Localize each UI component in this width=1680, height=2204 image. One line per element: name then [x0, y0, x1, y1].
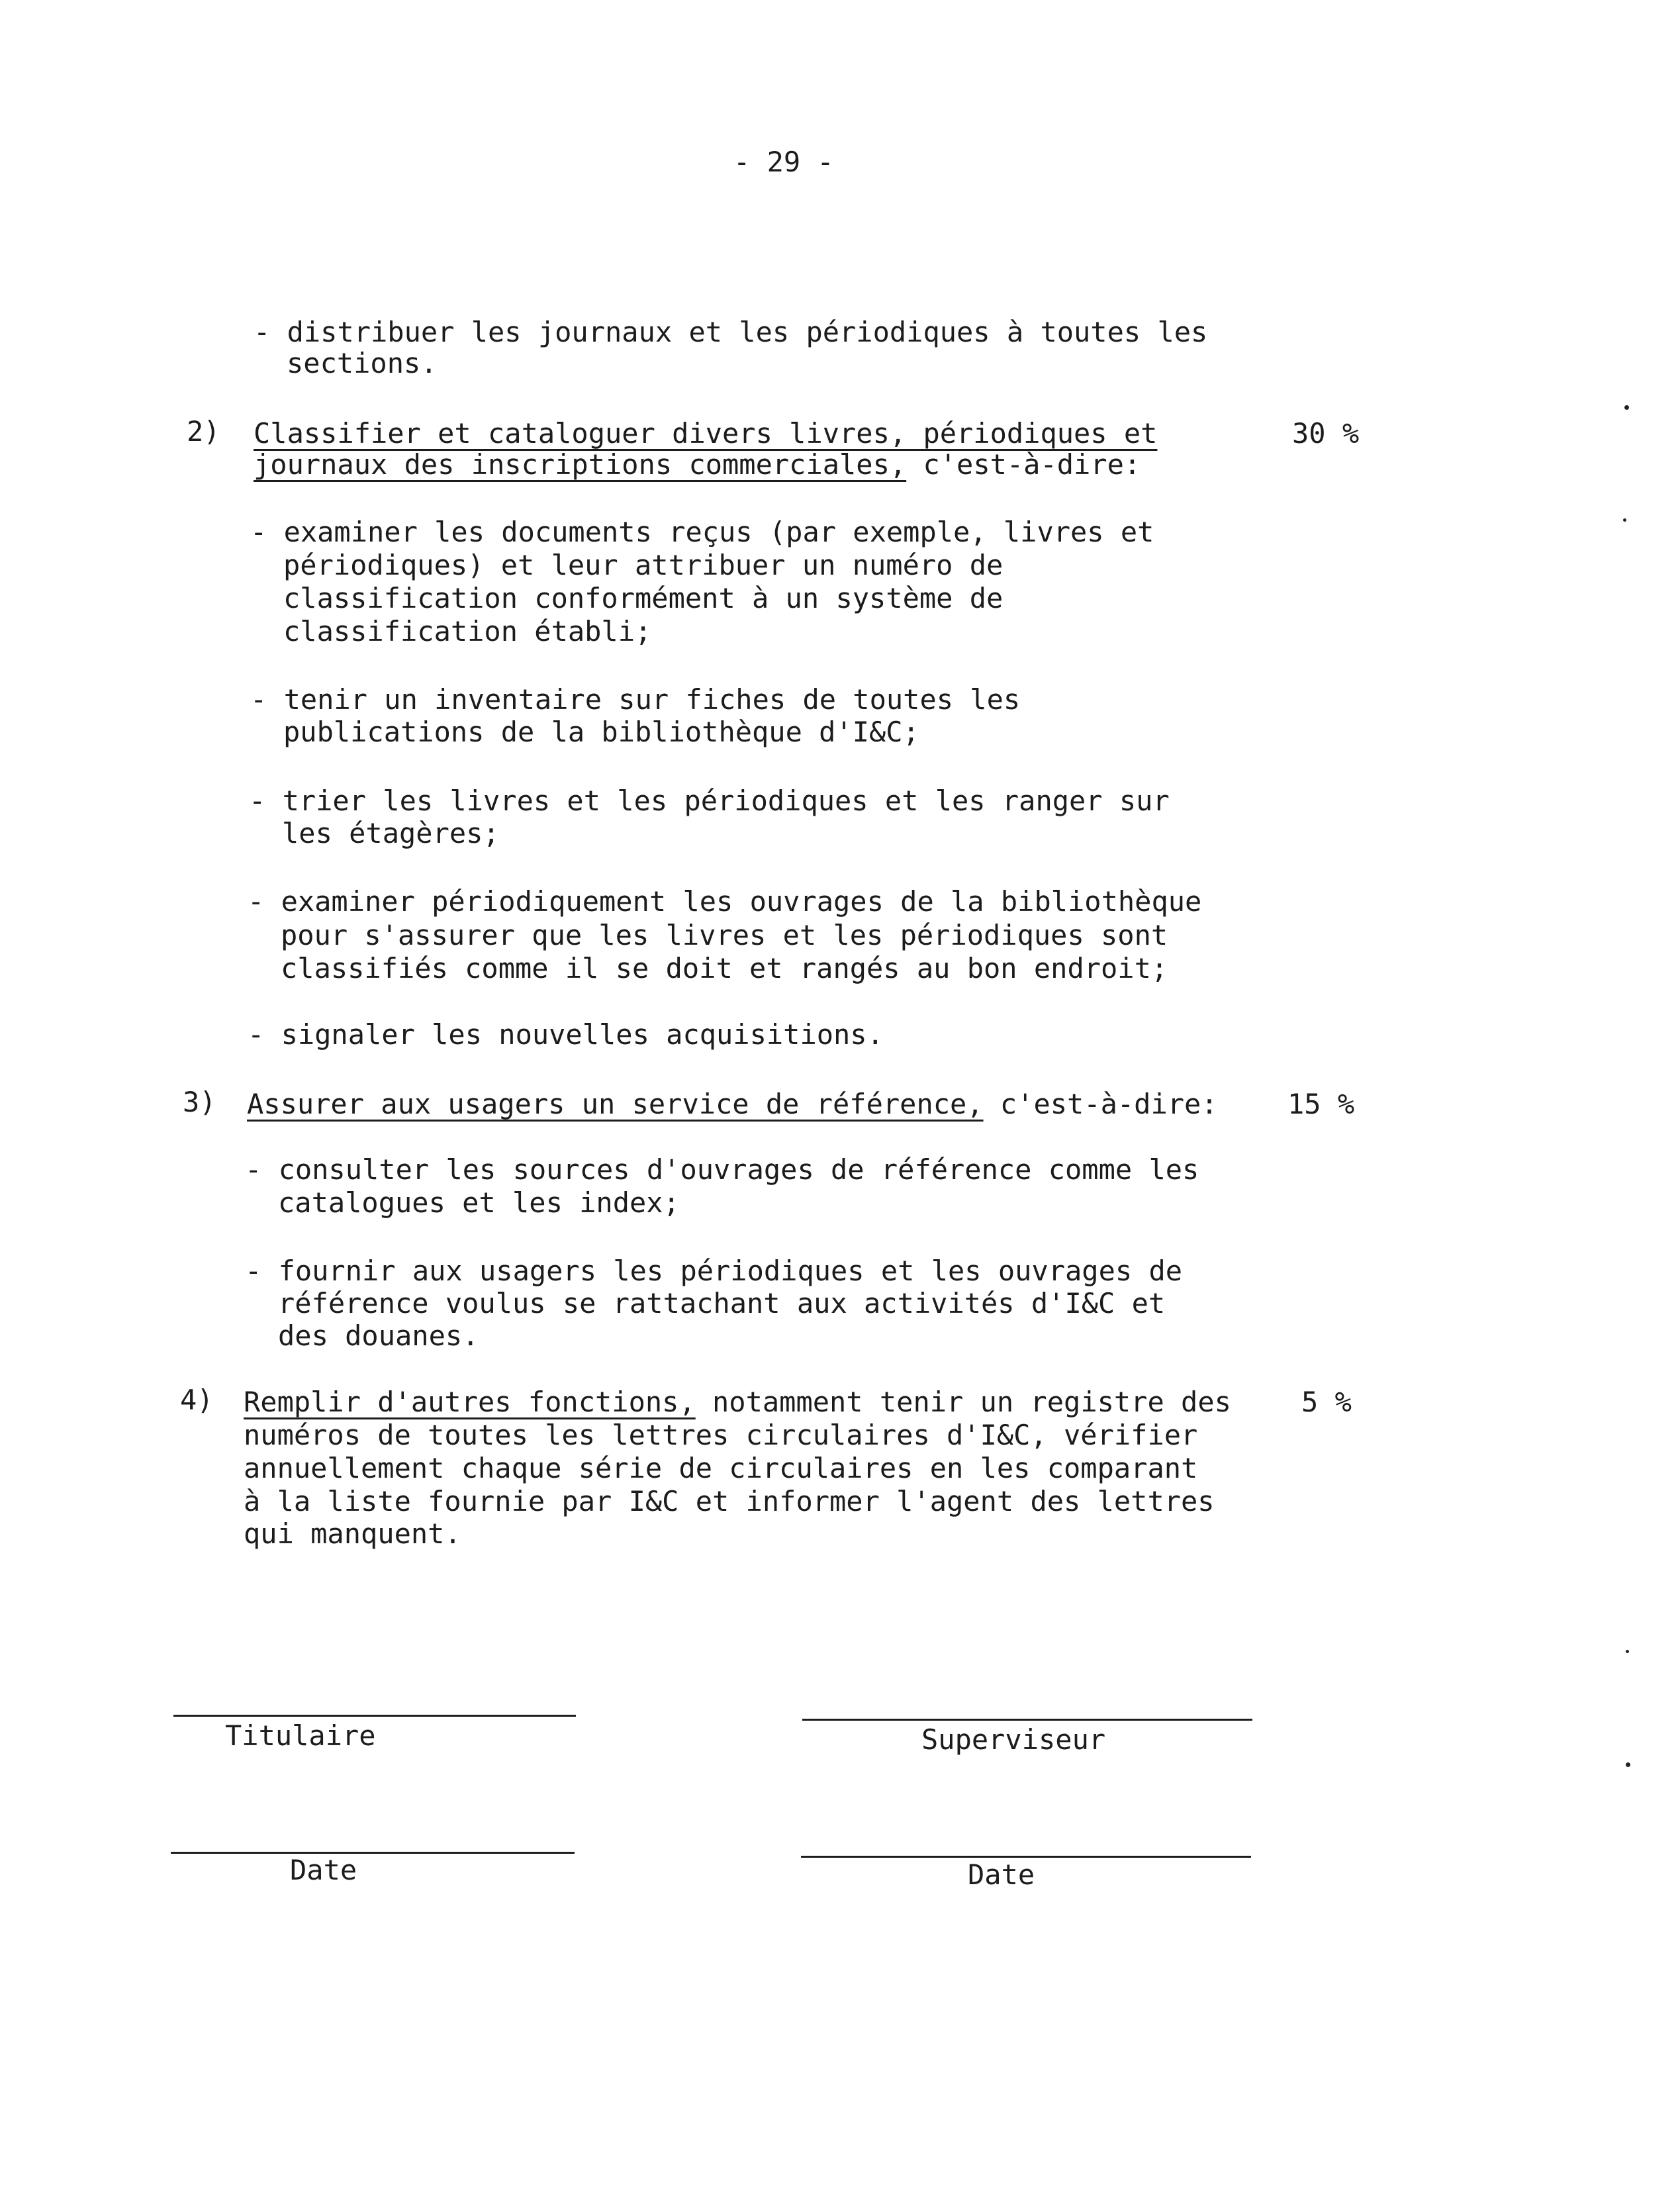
- section-3-item-2-line-3: des douanes.: [278, 1319, 479, 1352]
- section-2-item-4-line-3: classifiés comme il se doit et rangés au bon endroit;: [281, 952, 1168, 984]
- section-3-title-line-1: [247, 1088, 1218, 1121]
- section-3-item-1-line-1: - consulter les sources d'ouvrages de référence comme les: [245, 1153, 1199, 1186]
- section-2-title-text-1: Classifier et cataloguer divers livres, périodiques et: [254, 417, 1158, 450]
- scan-speck: [1626, 1762, 1630, 1767]
- section-2-item-3-line-1: - trier les livres et les périodiques et les ranger sur: [249, 785, 1170, 817]
- date-label-left: Date: [290, 1854, 357, 1886]
- section-4-title-line-1: [244, 1386, 1231, 1419]
- section-2-item-1-line-4: classification établi;: [283, 615, 652, 647]
- scan-speck: [1623, 518, 1626, 522]
- section-4-percent: 5 %: [1301, 1386, 1352, 1418]
- scan-speck: [1626, 1650, 1629, 1653]
- section-2-title-text-2: journaux des inscriptions commerciales,: [254, 448, 907, 481]
- section-2-item-2-line-1: - tenir un inventaire sur fiches de toutes les: [250, 683, 1021, 716]
- page-number: - 29 -: [733, 146, 834, 178]
- section-2-title-suffix: c'est-à-dire:: [906, 448, 1141, 481]
- section-2-item-3-line-2: les étagères;: [282, 817, 500, 849]
- section-3-item-2-line-2: référence voulus se rattachant aux activités d'I&C et: [278, 1287, 1166, 1319]
- section-3-percent: 15 %: [1287, 1088, 1355, 1120]
- section-2-item-1-line-1: - examiner les documents reçus (par exemple, livres et: [250, 516, 1154, 548]
- section-4-body-line-3: à la liste fournie par I&C et informer l'agent des lettres: [244, 1485, 1215, 1517]
- signature-line-titulaire: [173, 1715, 576, 1717]
- date-line-left: [171, 1852, 575, 1854]
- section-3-number: 3): [183, 1086, 216, 1118]
- section-3-title-text-1: Assurer aux usagers un service de référence,: [247, 1088, 984, 1120]
- section-2-item-2-line-2: publications de la bibliothèque d'I&C;: [283, 716, 919, 748]
- section-2-item-4-line-1: - examiner périodiquement les ouvrages de la bibliothèque: [248, 885, 1202, 918]
- section-2-item-5-line-1: - signaler les nouvelles acquisitions.: [248, 1018, 884, 1051]
- section-4-title-text-1: Remplir d'autres fonctions,: [244, 1386, 696, 1418]
- section-2-number: 2): [187, 415, 220, 448]
- section-3-item-2-line-1: - fournir aux usagers les périodiques et les ouvrages de: [245, 1255, 1183, 1287]
- section-2-title-line-2: [254, 448, 1141, 481]
- section-2-item-4-line-2: pour s'assurer que les livres et les périodiques sont: [281, 919, 1168, 951]
- section-2-title-line-1: [254, 417, 1157, 450]
- intro-item-line-1: - distribuer les journaux et les périodiques à toutes les: [254, 316, 1208, 348]
- date-label-right: Date: [968, 1858, 1035, 1891]
- section-4-number: 4): [180, 1384, 214, 1416]
- section-2-percent: 30 %: [1292, 417, 1360, 450]
- section-4-body-line-4: qui manquent.: [244, 1517, 461, 1550]
- intro-item-line-2: sections.: [287, 347, 438, 379]
- section-2-item-1-line-3: classification conformément à un système de: [283, 582, 1003, 614]
- section-2-item-1-line-2: périodiques) et leur attribuer un numéro de: [283, 549, 1003, 581]
- section-4-title-suffix: notamment tenir un registre des: [695, 1386, 1231, 1418]
- section-3-title-suffix: c'est-à-dire:: [983, 1088, 1218, 1120]
- superviseur-label: Superviseur: [921, 1723, 1106, 1756]
- section-4-body-line-2: annuellement chaque série de circulaires en les comparant: [244, 1452, 1198, 1484]
- date-line-right: [801, 1856, 1251, 1858]
- section-4-body-line-1: numéros de toutes les lettres circulaires d'I&C, vérifier: [244, 1419, 1198, 1451]
- section-3-item-1-line-2: catalogues et les index;: [278, 1186, 680, 1219]
- signature-line-superviseur: [802, 1719, 1252, 1721]
- scan-speck: [1624, 405, 1629, 410]
- titulaire-label: Titulaire: [225, 1719, 376, 1752]
